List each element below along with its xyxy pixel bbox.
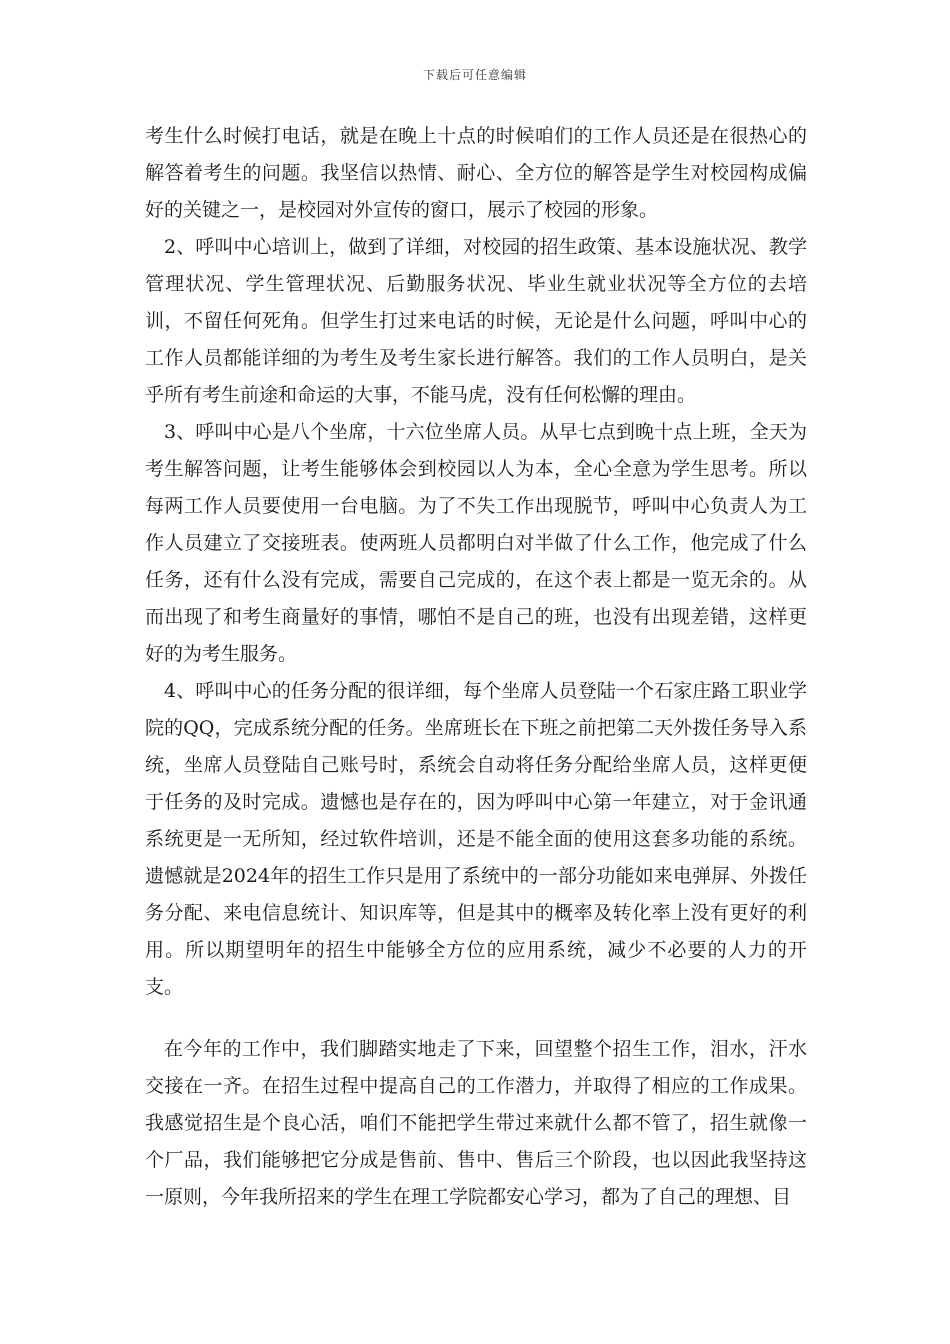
paragraph-item-4: 4、呼叫中心的任务分配的很详细，每个坐席人员登陆一个石家庄路工职业学院的QQ，完成系统分配的任务。坐席班长在下班之前把第二天外拨任务导入系统，坐席人员登陆自己账号时，系统会自动将任务分配给坐席人员，这样更便于任务的及时完成。遗憾也是存在的，因为呼叫中心第一年建立，对于金讯通系统更是一无所知，经过软件培训，还是不能全面的使用这套多功能的系统。遗憾就是2024年的招生工作只是用了系统中的一部分功能如来电弹屏、外拨任务分配、来电信息统计、知识库等，但是其中的概率及转化率上没有更好的利用。所以期望明年的招生中能够全方位的应用系统，减少不必要的人力的开支。 bbox=[145, 680, 807, 998]
document-body bbox=[145, 118, 807, 1216]
paragraph-item-2: 2、呼叫中心培训上，做到了详细，对校园的招生政策、基本设施状况、教学管理状况、学生管理状况、后勤服务状况、毕业生就业状况等全方位的去培训，不留任何死角。但学生打过来电话的时候，无论是什么问题，呼叫中心的工作人员都能详细的为考生及考生家长进行解答。我们的工作人员明白，是关乎所有考生前途和命运的大事，不能马虎，没有任何松懈的理由。 bbox=[145, 236, 807, 406]
paragraph-item-3: 3、呼叫中心是八个坐席，十六位坐席人员。从早七点到晚十点上班，全天为考生解答问题，让考生能够体会到校园以人为本，全心全意为学生思考。所以每两工作人员要使用一台电脑。为了不失工作出现脱节，呼叫中心负责人为工作人员建立了交接班表。使两班人员都明白对半做了什么工作，他完成了什么任务，还有什么没有完成，需要自己完成的，在这个表上都是一览无余的。从而出现了和考生商量好的事情，哪怕不是自己的班，也没有出现差错，这样更好的为考生服务。 bbox=[145, 421, 807, 665]
paragraph-summary: 在今年的工作中，我们脚踏实地走了下来，回望整个招生工作，泪水，汗水交接在一齐。在招生过程中提高自己的工作潜力，并取得了相应的工作成果。我感觉招生是个良心活，咱们不能把学生带过来就什么都不管了，招生就像一个厂品，我们能够把它分成是售前、售中、售后三个阶段，也以因此我坚持这一原则，今年我所招来的学生在理工学院都安心学习，都为了自己的理想、目 bbox=[145, 1038, 807, 1208]
paragraph-continuation: 考生什么时候打电话，就是在晚上十点的时候咱们的工作人员还是在很热心的解答着考生的问题。我坚信以热情、耐心、全方位的解答是学生对校园构成偏好的关键之一，是校园对外宣传的窗口，展示了校园的形象。 bbox=[145, 125, 807, 221]
page-header: 下载后可任意编辑 bbox=[422, 68, 527, 82]
